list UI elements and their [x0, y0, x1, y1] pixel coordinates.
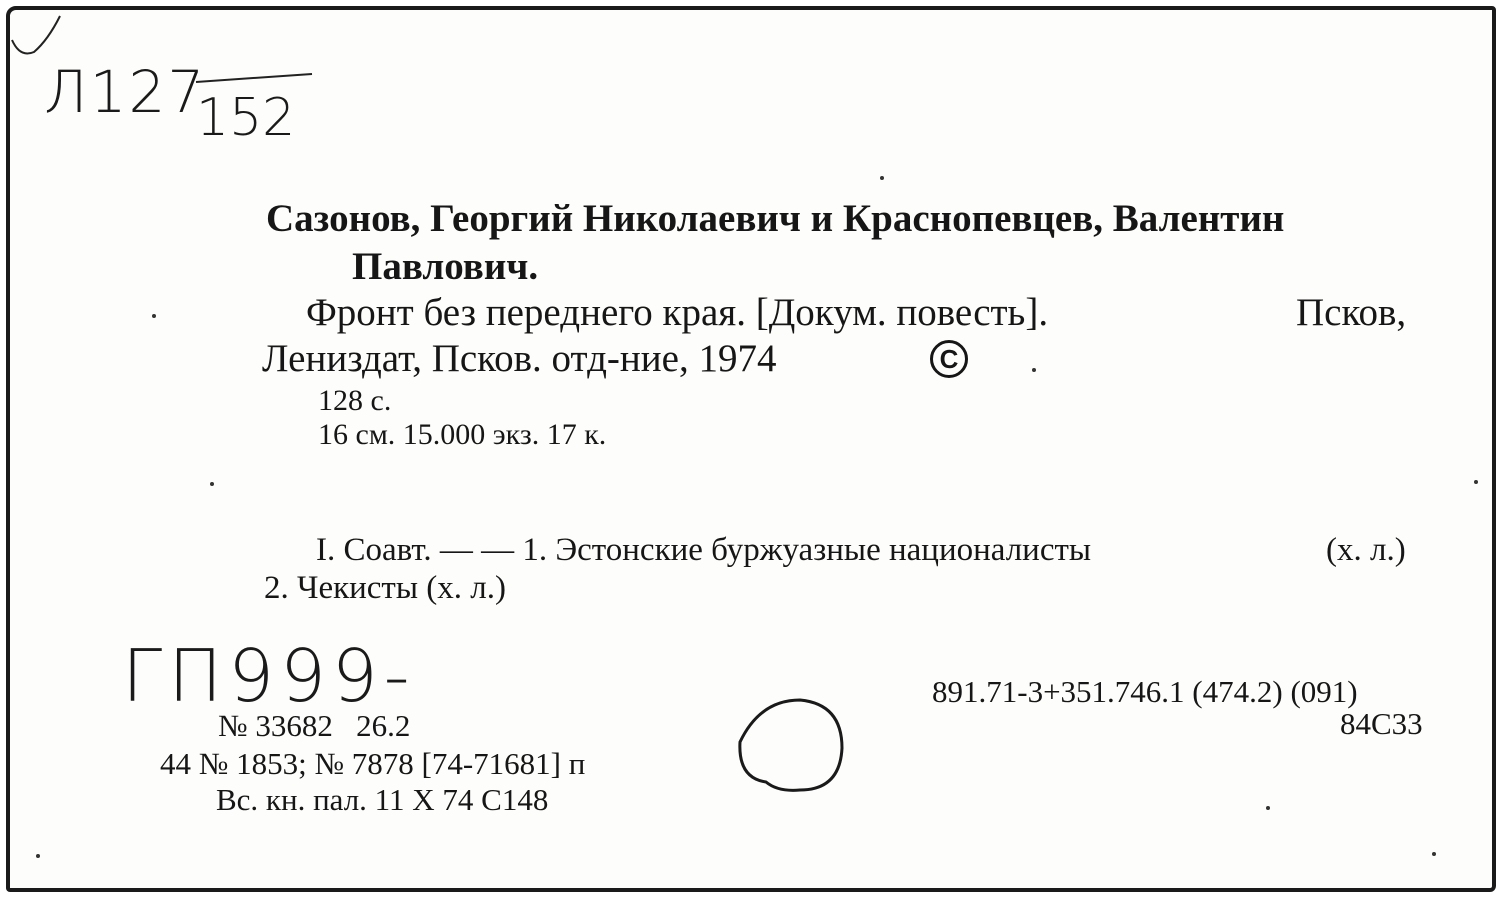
title-statement: Фронт без переднего края. [Докум. повесть]. — [306, 291, 1049, 334]
place-of-publication: Псков, — [1296, 291, 1407, 334]
imprint: Лениздат, Псков. отд-ние, 1974 — [262, 337, 777, 380]
speck — [152, 314, 156, 318]
speck — [880, 176, 884, 180]
registration-line-1: № 33682 26.2 — [218, 708, 411, 743]
pagination: 128 с. — [318, 384, 392, 417]
tracings-line-2: 2. Чекисты (х. л.) — [264, 570, 506, 606]
handwritten-number: ГП999- — [122, 634, 416, 718]
registration-line-3: Вс. кн. пал. 11 X 74 С148 — [216, 782, 549, 817]
stamp-outline — [740, 700, 842, 790]
speck — [1432, 852, 1436, 856]
shelfmark-sub: 152 — [196, 88, 296, 148]
udc-index: 891.71-3+351.746.1 (474.2) (091) — [932, 674, 1358, 709]
check-mark-icon — [12, 16, 60, 54]
physical-description: 16 см. 15.000 экз. 17 к. — [318, 418, 607, 451]
shelfmark: Л127 — [44, 58, 207, 126]
registration-line-2: 44 № 1853; № 7878 [74-71681] п — [160, 746, 586, 781]
copyright-icon: С — [930, 340, 968, 378]
tracings-line-1-note: (х. л.) — [1326, 532, 1406, 568]
bbk-index: 84С33 — [1340, 706, 1423, 741]
speck — [36, 854, 40, 858]
speck — [1032, 368, 1036, 372]
shelfmark-overline — [196, 74, 312, 82]
speck — [210, 482, 214, 486]
author-heading-continued: Павлович. — [352, 245, 539, 288]
speck — [1266, 806, 1270, 810]
tracings-line-1: I. Соавт. — — 1. Эстонские буржуазные националисты — [316, 532, 1092, 568]
speck — [1474, 480, 1478, 484]
author-heading: Сазонов, Георгий Николаевич и Краснопевцев, Валентин — [266, 197, 1285, 240]
